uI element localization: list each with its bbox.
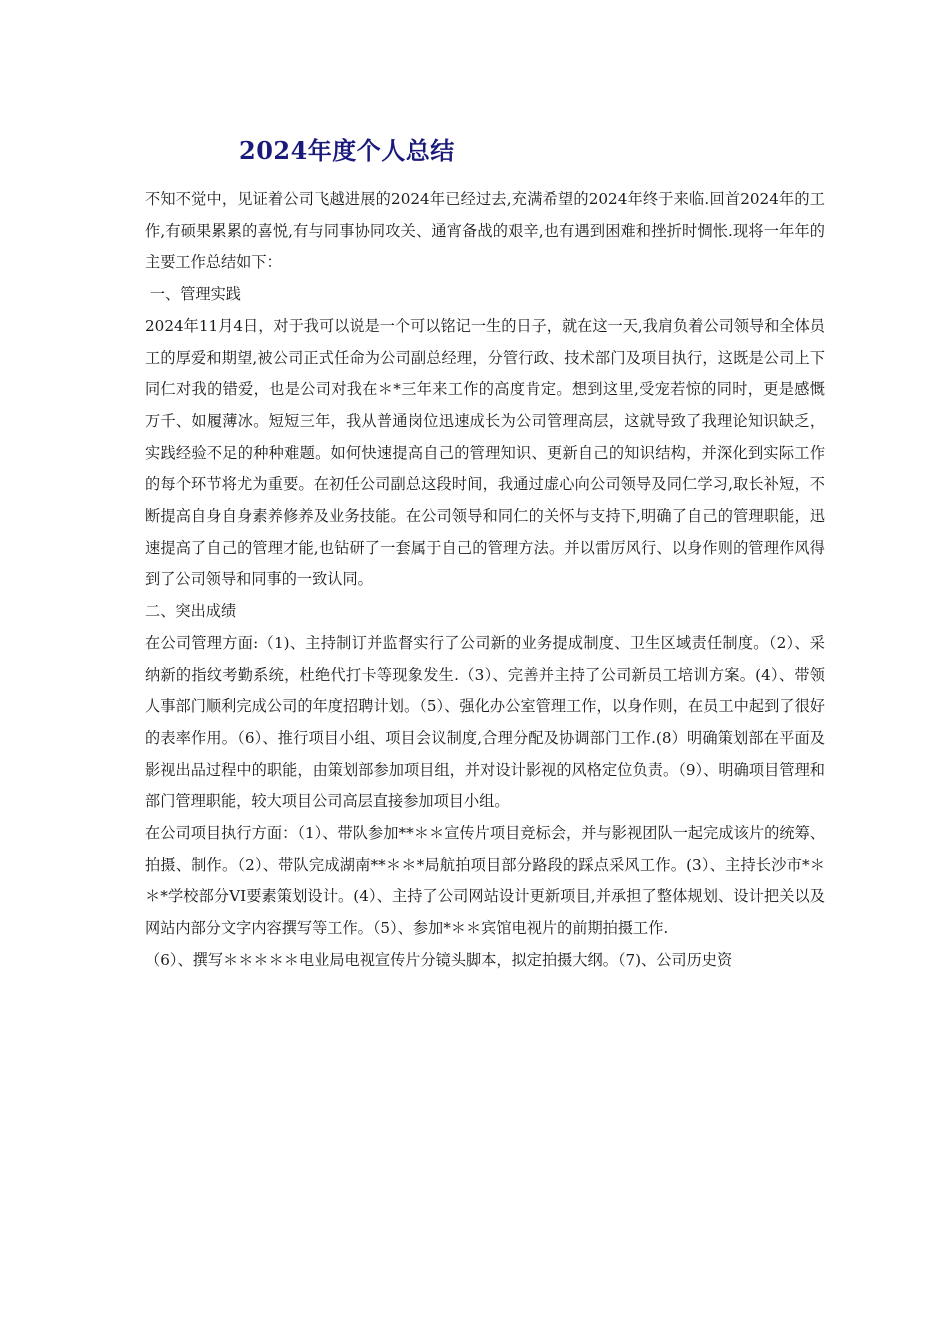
intro-paragraph: 不知不觉中，见证着公司飞越进展的2024年已经过去,充满希望的2024年终于来临.回首2024年的工作,有硕果累累的喜悦,有与同事协同攻关、通宵备战的艰辛,也有遇到困难和挫折时惆怅.现将一年年的主要工作总结如下：	[145, 190, 825, 272]
section-heading-achievements: 二、突出成绩	[145, 602, 237, 621]
company-management-paragraph: 在公司管理方面:（1)、主持制订并监督实行了公司新的业务提成制度、卫生区域责任制度。（2）、采纳新的指纹考勤系统，杜绝代打卡等现象发生.（3）、完善并主持了公司新员工培训方案。(4）、带领人事部门顺利完成公司的年度招聘计划。（5）、强化办公室管理工作，以身作则，在员工中起到了很好的表率作用。（6）、推行项目小组、项目会议制度,合理分配及协调部门工作.(8）明确策划部在平面及影视出品过程中的职能，由策划部参加项目组，并对设计影视的风格定位负责。（9）、明确项目管理和部门管理职能，较大项目公司高层直接参加项目小组。	[145, 633, 825, 811]
project-execution-continued-paragraph: （6）、撰写＊＊＊＊＊电业局电视宣传片分镜头脚本，拟定拍摄大纲。（7)、公司历史资	[145, 950, 733, 969]
document-title: 2024年度个人总结	[239, 136, 455, 165]
management-practice-paragraph: 2024年11月4日，对于我可以说是一个可以铭记一生的日子，就在这一天,我肩负着公司领导和全体员工的厚爱和期望,被公司正式任命为公司副总经理，分管行政、技术部门及项目执行，这既是公司上下同仁对我的错爱，也是公司对我在＊*三年来工作的高度肯定。想到这里,受宠若惊的同时，更是感慨万千、如履薄冰。短短三年，我从普通岗位迅速成长为公司管理高层，这就导致了我理论知识缺乏，实践经验不足的种种难题。如何快速提高自己的管理知识、更新自己的知识结构，并深化到实际工作的每个环节将尤为重要。在初任公司副总这段时间，我通过虚心向公司领导及同仁学习,取长补短，不断提高自身自身素养修养及业务技能。在公司领导和同仁的关怀与支持下,明确了自己的管理职能，迅速提高了自己的管理才能,也钻研了一套属于自己的管理方法。并以雷厉风行、以身作则的管理作风得到了公司领导和同事的一致认同。	[145, 316, 825, 589]
document-body	[145, 184, 825, 977]
section-heading-management-practice: 一、管理实践	[145, 285, 241, 304]
project-execution-paragraph: 在公司项目执行方面：（1）、带队参加**＊＊宣传片项目竞标会，并与影视团队一起完成该片的统筹、拍摄、制作。（2）、带队完成湖南**＊＊*局航拍项目部分路段的踩点采风工作。(3）、主持长沙市*＊＊*学校部分VI要素策划设计。(4）、主持了公司网站设计更新项目,并承担了整体规划、设计把关以及网站内部分文字内容撰写等工作。（5）、参加*＊＊宾馆电视片的前期拍摄工作.	[145, 824, 825, 938]
